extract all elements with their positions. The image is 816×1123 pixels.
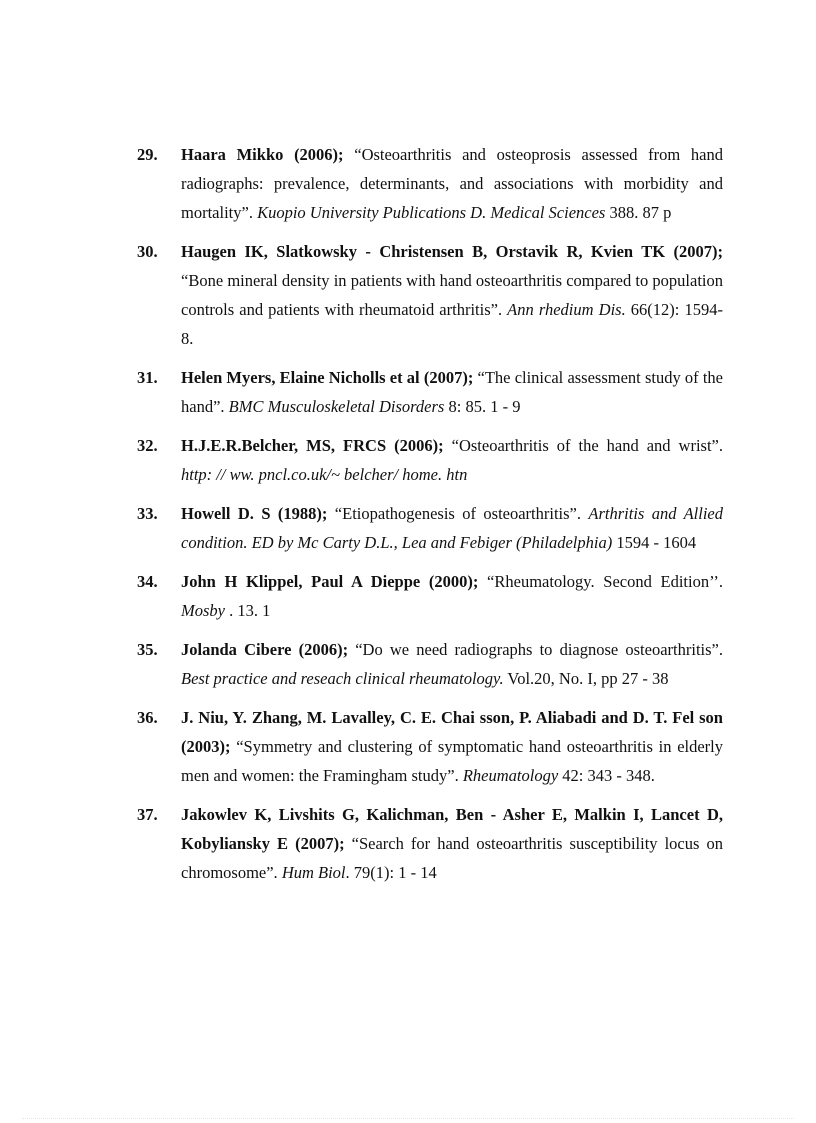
- reference-text: [181, 237, 723, 353]
- reference-source: Mosby: [181, 601, 225, 620]
- reference-authors: Helen Myers, Elaine Nicholls et al (2007);: [181, 368, 474, 387]
- reference-details: 66(12): 1594-8.: [181, 300, 723, 348]
- reference-item: [137, 635, 723, 693]
- reference-title: “The clinical assessment study of the hand”.: [181, 368, 723, 416]
- reference-details: 8: 85. 1 - 9: [444, 397, 521, 416]
- reference-text: [181, 499, 723, 557]
- reference-text: [181, 703, 723, 790]
- reference-title: “Osteoarthritis of the hand and wrist”.: [443, 436, 724, 455]
- reference-details: 1594 - 1604: [612, 533, 697, 552]
- reference-details: 388. 87 p: [605, 203, 672, 222]
- reference-title: “Etiopathogenesis of osteoarthritis”.: [327, 504, 589, 523]
- reference-authors: Jakowlev K, Livshits G, Kalichman, Ben - Asher E, Malkin I, Lancet D, Kobyliansky E (2007);: [181, 805, 723, 853]
- reference-text: [181, 140, 723, 227]
- reference-item: [137, 703, 723, 790]
- reference-title: “Do we need radiographs to diagnose osteoarthritis”.: [348, 640, 723, 659]
- reference-authors: J. Niu, Y. Zhang, M. Lavalley, C. E. Chai sson, P. Aliabadi and D. T. Fel son (2003);: [181, 708, 723, 756]
- reference-url: http: // ww. pncl.co.uk/~ belcher/ home. htn: [181, 465, 468, 484]
- reference-number: 30.: [137, 242, 158, 261]
- reference-authors: H.J.E.R.Belcher, MS, FRCS (2006);: [181, 436, 444, 455]
- reference-number: 31.: [137, 368, 158, 387]
- reference-text: [181, 363, 723, 421]
- reference-authors: Haara Mikko (2006);: [181, 145, 344, 164]
- reference-source: BMC Musculoskeletal Disorders: [228, 397, 445, 416]
- reference-source: Kuopio University Publications D. Medical Sciences: [257, 203, 606, 222]
- reference-number: 33.: [137, 504, 158, 523]
- reference-item: [137, 140, 723, 227]
- reference-number: 37.: [137, 805, 158, 824]
- reference-source: Ann rhedium Dis.: [507, 300, 626, 319]
- reference-details: . 79(1): 1 - 14: [345, 863, 437, 882]
- reference-details: Vol.20, No. I, pp 27 - 38: [503, 669, 669, 688]
- reference-source: Arthritis and Allied condition. ED by Mc Carty D.L., Lea and Febiger (Philadelphia): [181, 504, 723, 552]
- reference-title: “Symmetry and clustering of symptomatic hand osteoarthritis in elderly men and women: the Framingham study”.: [181, 737, 723, 785]
- reference-number: 34.: [137, 572, 158, 591]
- reference-item: [137, 431, 723, 489]
- reference-details: 42: 343 - 348.: [558, 766, 655, 785]
- page-bottom-divider: [22, 1118, 794, 1119]
- reference-item: [137, 237, 723, 353]
- reference-number: 36.: [137, 708, 158, 727]
- reference-item: [137, 800, 723, 887]
- reference-text: [181, 567, 723, 625]
- reference-title: “Bone mineral density in patients with hand osteoarthritis compared to population controls and patients with rheumatoid arthritis”.: [181, 271, 723, 319]
- reference-authors: Haugen IK, Slatkowsky - Christensen B, Orstavik R, Kvien TK (2007);: [181, 242, 723, 261]
- reference-text: [181, 800, 723, 887]
- reference-text: [181, 431, 723, 489]
- reference-source: Rheumatology: [462, 766, 559, 785]
- reference-authors: Jolanda Cibere (2006);: [181, 640, 349, 659]
- reference-item: [137, 499, 723, 557]
- reference-source: Hum Biol: [281, 863, 346, 882]
- reference-source: Best practice and reseach clinical rheumatology.: [181, 669, 504, 688]
- reference-title: “Osteoarthritis and osteoprosis assessed from hand radiographs: prevalence, determinants, and associations with morbidity and mortality”.: [181, 145, 723, 222]
- reference-title: “Rheumatology. Second Edition’’.: [478, 572, 723, 591]
- reference-item: [137, 567, 723, 625]
- reference-number: 35.: [137, 640, 158, 659]
- reference-number: 32.: [137, 436, 158, 455]
- reference-details: . 13. 1: [225, 601, 271, 620]
- reference-number: 29.: [137, 145, 158, 164]
- reference-list: [137, 140, 723, 897]
- reference-item: [137, 363, 723, 421]
- reference-title: “Search for hand osteoarthritis susceptibility locus on chromosome”.: [181, 834, 723, 882]
- reference-authors: Howell D. S (1988);: [181, 504, 328, 523]
- reference-text: [181, 635, 723, 693]
- reference-authors: John H Klippel, Paul A Dieppe (2000);: [181, 572, 479, 591]
